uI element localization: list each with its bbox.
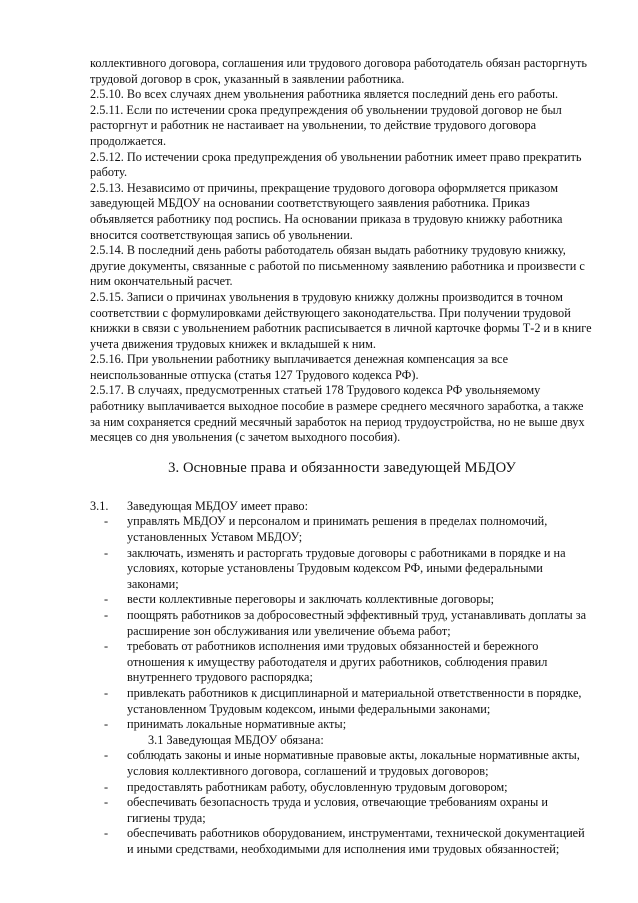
bullet-marker: - <box>104 779 109 794</box>
bullet-marker: - <box>104 592 109 607</box>
paragraph-2-5-13: 2.5.13. Независимо от причины, прекращение трудового договора оформляется приказом заведующей МБДОУ на основании соответствующего заявления работника. Приказ объявляется работнику под роспись. На основании приказа в трудовую книжку работника вносится соответствующая запись об увольнении. <box>90 180 563 242</box>
rights-list <box>90 514 594 732</box>
paragraph-2-5-12: 2.5.12. По истечении срока предупреждения об увольнении работник имеет право прекратить работу. <box>90 149 582 180</box>
bullet-marker: - <box>104 717 109 732</box>
bullet-marker: - <box>104 795 109 810</box>
paragraph-2-5-15: 2.5.15. Записи о причинах увольнения в трудовую книжку должны производится в точном соответствии с формулировками действующего законодательства. При получении трудовой книжки в связи с увольнением работник расписывается в личной карточке формы Т-2 и в книге учета движения трудовых книжек и вкладышей к ним. <box>90 289 592 351</box>
list-item <box>90 686 594 717</box>
list-item-text: соблюдать законы и иные нормативные правовые акты, локальные нормативные акты, условия коллективного договора, соглашений и трудовых договоров; <box>127 748 580 778</box>
list-item-text: принимать локальные нормативные акты; <box>127 717 347 732</box>
list-item <box>90 592 594 608</box>
list-item-text: предоставлять работникам работу, обусловленную трудовым договором; <box>127 779 508 794</box>
bullet-marker: - <box>104 514 109 529</box>
list-item-text: управлять МБДОУ и персоналом и принимать решения в пределах полномочий, установленных Уставом МБДОУ; <box>127 514 548 545</box>
bullet-marker: - <box>104 826 109 841</box>
list-item <box>90 639 594 686</box>
list-item-text: поощрять работников за добросовестный эффективный труд, устанавливать доплаты за расширение зон обслуживания или увеличение объема работ; <box>127 608 587 638</box>
section-heading-wrap <box>90 459 594 477</box>
list-item-text: требовать от работников исполнения ими трудовых обязанностей и бережного отношения к имуществу работодателя и других работников, соблюдения правил внутреннего трудового распорядка; <box>127 639 548 685</box>
bullet-marker: - <box>104 748 109 763</box>
paragraph-2-5-11: 2.5.11. Если по истечении срока предупреждения об увольнении трудовой договор не был расторгнут и работник не настаивает на увольнении, то действие трудового договора продолжается. <box>90 102 562 148</box>
list-item <box>90 546 594 593</box>
document-page <box>90 56 594 858</box>
paragraph-2-5-17: 2.5.17. В случаях, предусмотренных статьей 178 Трудового кодекса РФ увольняемому работнику выплачивается выходное пособие в размере среднего месячного заработка, а также за ним сохраняется средний месячный заработок на период трудоустройства, но не выше двух месяцев со дня увольнения (с зачетом выходного пособия). <box>90 383 585 445</box>
list-item <box>90 826 594 857</box>
bullet-marker: - <box>104 545 109 560</box>
list-item-text: обеспечивать безопасность труда и условия, отвечающие требованиям охраны и гигиены труда; <box>127 795 548 825</box>
list-item-text: привлекать работников к дисциплинарной и материальной ответственности в порядке, установленном Трудовым кодексом, иными федеральными законами; <box>127 685 582 716</box>
duties-list <box>90 748 594 857</box>
list-item-text: обеспечивать работников оборудованием, инструментами, технической документацией и иными средствами, необходимыми для исполнения ими трудовых обязанностей; <box>127 826 585 856</box>
list-item <box>90 795 594 826</box>
section-3-1 <box>90 499 594 515</box>
section-number: 3.1. <box>90 498 109 513</box>
section-text: Заведующая МБДОУ имеет право: <box>127 498 308 513</box>
bullet-marker: - <box>104 639 109 654</box>
list-item <box>90 780 594 796</box>
paragraph-2-5-10: 2.5.10. Во всех случаях днем увольнения работника является последний день его работы. <box>90 87 559 102</box>
list-item <box>90 748 594 779</box>
section-heading: 3. Основные права и обязанности заведующей МБДОУ <box>168 459 516 476</box>
list-item <box>90 717 594 733</box>
paragraph-2-5-14: 2.5.14. В последний день работы работодатель обязан выдать работнику трудовую книжку, другие документы, связанные с работой по письменному заявлению работника и произвести с ним окончательный расчет. <box>90 243 585 289</box>
list-item-text: заключать, изменять и расторгать трудовые договоры с работниками в порядке и на условиях, которые установлены Трудовым кодексом РФ, иными федеральными законами; <box>127 545 566 591</box>
list-item <box>90 514 594 545</box>
bullet-marker: - <box>104 608 109 622</box>
list-item-text: вести коллективные переговоры и заключать коллективные договоры; <box>127 592 495 607</box>
list-item <box>90 608 594 639</box>
paragraph-continuation: коллективного договора, соглашения или трудового договора работодатель обязан расторгнуть трудовой договор в срок, указанный в заявлении работника. <box>90 56 587 86</box>
duties-heading: 3.1 Заведующая МБДОУ обязана: <box>148 732 324 747</box>
paragraph-2-5-16: 2.5.16. При увольнении работнику выплачивается денежная компенсация за все неиспользованные отпуска (статья 127 Трудового кодекса РФ). <box>90 352 509 382</box>
bullet-marker: - <box>104 685 109 700</box>
